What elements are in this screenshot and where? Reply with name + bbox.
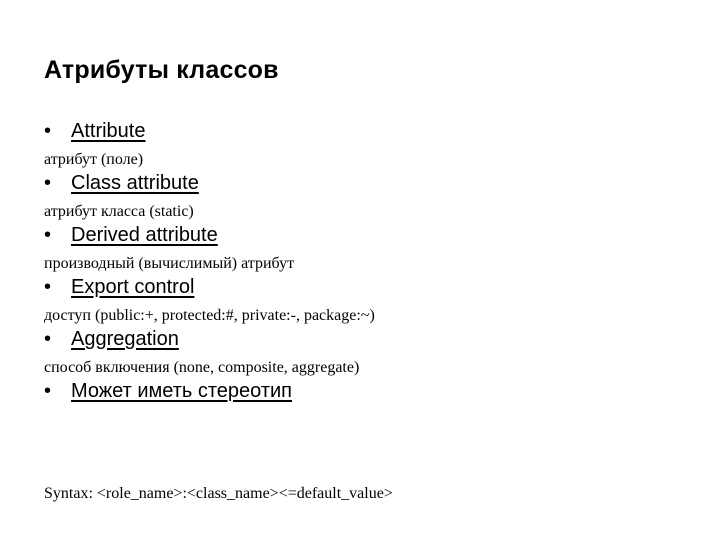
term-link[interactable]: Derived attribute — [71, 224, 218, 246]
list-item-export-control — [44, 276, 684, 328]
bullet-icon: • — [44, 328, 52, 350]
term-link[interactable]: Attribute — [71, 120, 146, 142]
term-description: атрибут класса (static) — [44, 203, 194, 220]
bullet-line — [44, 380, 684, 408]
term-link[interactable]: Aggregation — [71, 328, 179, 350]
list-item-aggregation — [44, 328, 684, 380]
list-item-attribute — [44, 120, 684, 172]
bullet-icon: • — [44, 380, 52, 402]
bullet-line — [44, 224, 684, 252]
bullet-icon: • — [44, 276, 52, 298]
list-item-class-attribute — [44, 172, 684, 224]
term-link[interactable]: Может иметь стереотип — [71, 380, 293, 402]
slide-title: Атрибуты классов — [44, 56, 279, 84]
bullet-line — [44, 276, 684, 304]
bullet-line — [44, 172, 684, 200]
list-item-derived-attribute — [44, 224, 684, 276]
bullet-line — [44, 328, 684, 356]
bullet-icon: • — [44, 224, 52, 246]
term-description: атрибут (поле) — [44, 151, 144, 168]
list-item-stereotype — [44, 380, 684, 408]
term-description: производный (вычислимый) атрибут — [44, 255, 295, 272]
bullet-icon: • — [44, 172, 52, 194]
term-link[interactable]: Class attribute — [71, 172, 199, 194]
syntax-line: Syntax: <role_name>:<class_name><=default_value> — [44, 485, 393, 502]
term-description: доступ (public:+, protected:#, private:-, package:~) — [44, 307, 375, 324]
bullet-icon: • — [44, 120, 52, 142]
term-link[interactable]: Export control — [71, 276, 195, 298]
bullet-line — [44, 120, 684, 148]
attribute-list — [44, 120, 684, 408]
term-description: способ включения (none, composite, aggregate) — [44, 359, 360, 376]
